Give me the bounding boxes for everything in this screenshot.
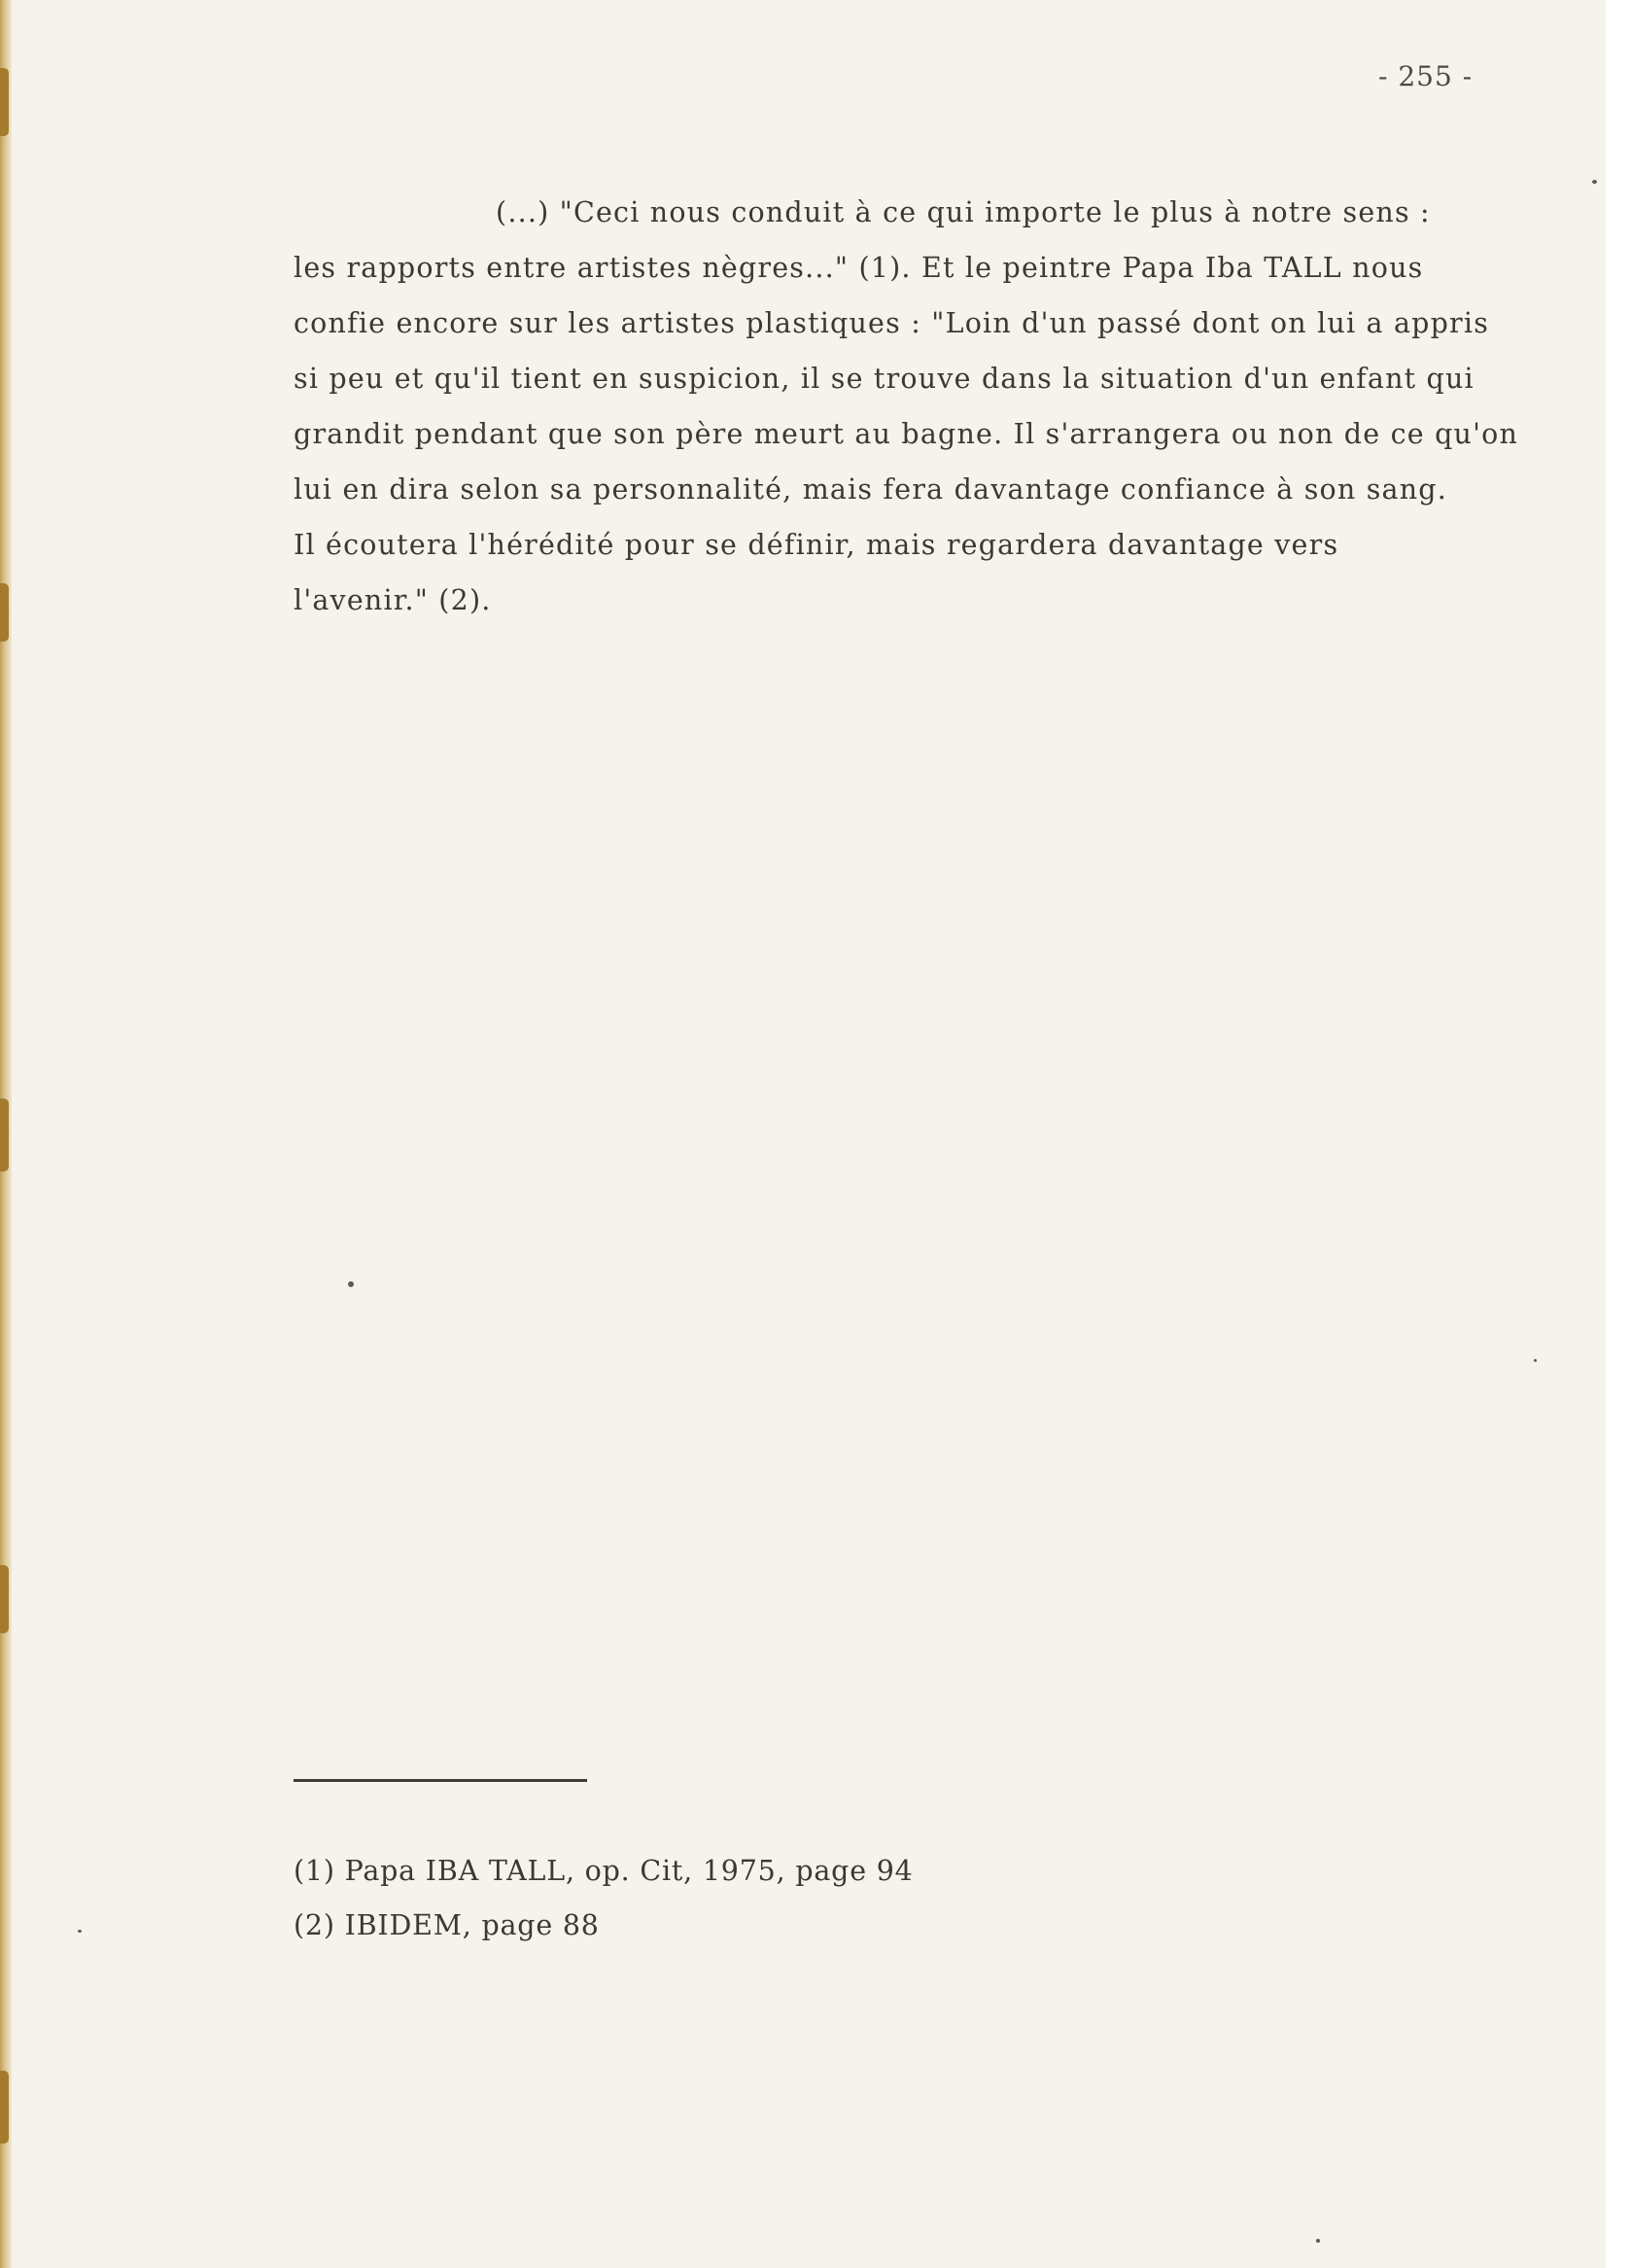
binding-stain (0, 2071, 9, 2144)
body-line: Il écoutera l'hérédité pour se définir, mais regardera davantage vers (294, 529, 1339, 561)
paper-speck (78, 1930, 82, 1933)
body-line: les rapports entre artistes nègres..." (1). Et le peintre Papa Iba TALL nous (294, 252, 1424, 284)
body-line: (...) "Ceci nous conduit à ce qui importe le plus à notre sens : (496, 196, 1431, 228)
binding-stain (0, 583, 9, 642)
paper-speck (1592, 180, 1597, 184)
scan-margin (1606, 0, 1631, 2268)
body-line: l'avenir." (2). (294, 584, 492, 616)
footnote: (2) IBIDEM, page 88 (294, 1909, 600, 1941)
binding-stain (0, 1565, 9, 1633)
body-line: grandit pendant que son père meurt au bagne. Il s'arrangera ou non de ce qu'on (294, 418, 1519, 450)
footnote-divider (294, 1779, 587, 1782)
binding-stain (0, 68, 9, 136)
body-line: si peu et qu'il tient en suspicion, il se trouve dans la situation d'un enfant qui (294, 363, 1475, 395)
paper-speck (1316, 2239, 1320, 2243)
page-number: - 255 - (1378, 60, 1474, 92)
body-paragraph (294, 185, 1586, 628)
body-line: confie encore sur les artistes plastiques : "Loin d'un passé dont on lui a appris (294, 307, 1490, 339)
footnote: (1) Papa IBA TALL, op. Cit, 1975, page 94 (294, 1855, 914, 1887)
paper-speck (348, 1281, 354, 1287)
binding-stain (0, 1099, 9, 1171)
paper-speck (1534, 1359, 1537, 1362)
body-line: lui en dira selon sa personnalité, mais fera davantage confiance à son sang. (294, 473, 1448, 506)
footnotes (294, 1844, 914, 1953)
